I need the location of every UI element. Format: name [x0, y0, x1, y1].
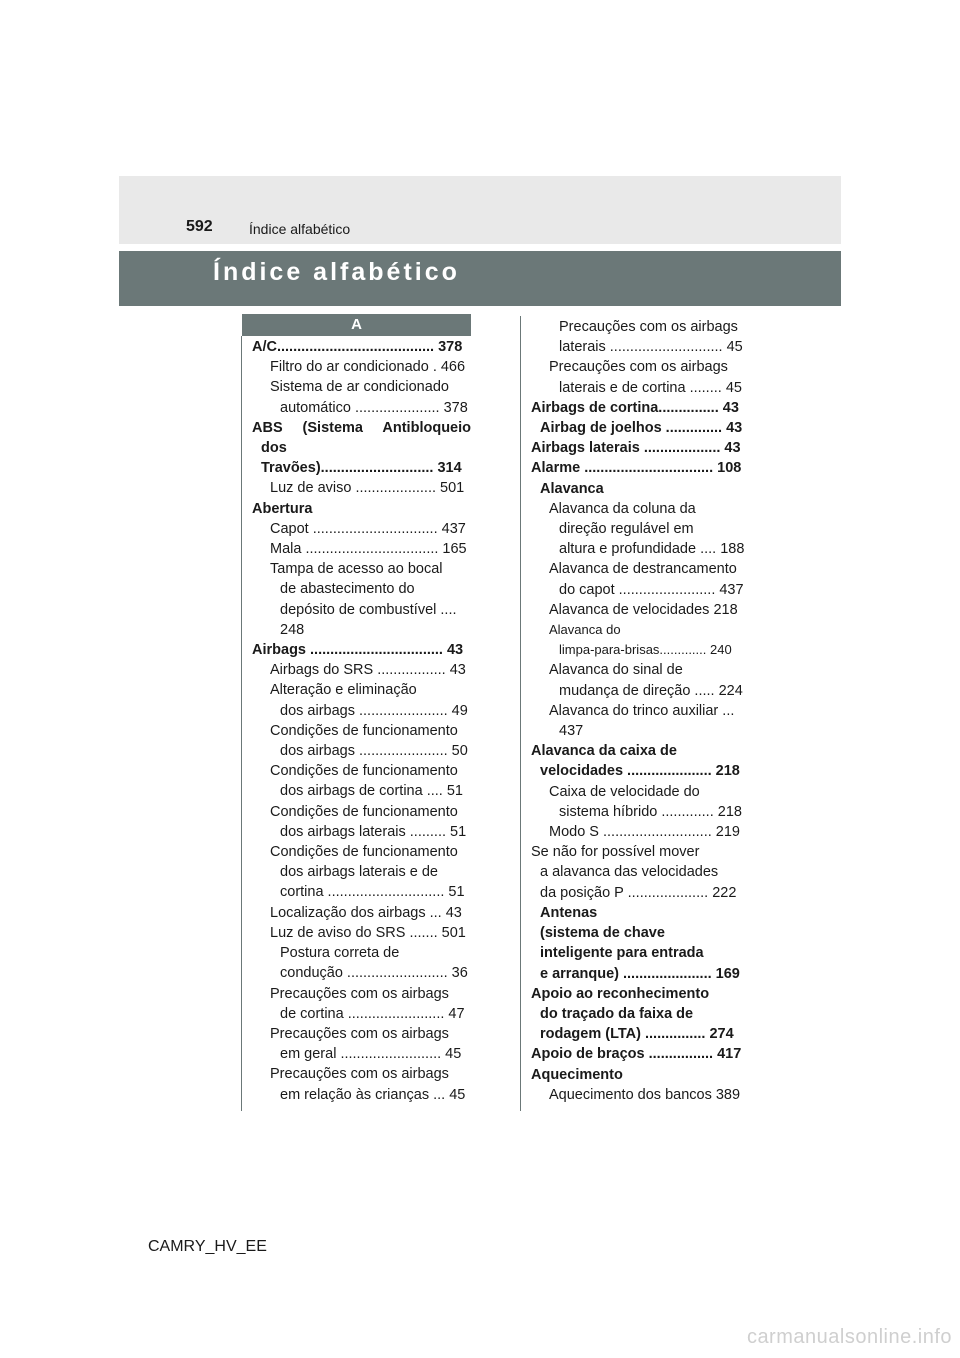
- index-entry: laterais e de cortina ........ 45: [559, 379, 742, 396]
- index-entry: velocidades ..................... 218: [540, 763, 740, 780]
- index-entry: de abastecimento do: [280, 581, 415, 598]
- left-column-rule: [241, 336, 242, 1111]
- index-entry: Airbags laterais ................... 43: [531, 440, 741, 457]
- index-entry: Apoio de braços ................ 417: [531, 1046, 742, 1063]
- index-entry: condução ......................... 36: [280, 965, 468, 982]
- index-entry: Condições de funcionamento: [270, 803, 458, 820]
- index-entry: Alavanca do sinal de: [549, 662, 683, 679]
- index-entry: cortina ............................. 51: [280, 884, 465, 901]
- index-entry: Airbags de cortina............... 43: [531, 399, 739, 416]
- index-entry: Alavanca da caixa de: [531, 743, 677, 760]
- index-entry: Aquecimento dos bancos 389: [549, 1086, 741, 1103]
- index-entry: 248: [280, 621, 305, 638]
- index-entry: Antenas: [540, 904, 598, 921]
- index-entry: Capot ............................... 437: [270, 520, 466, 537]
- index-entry: A/C....................................... 378: [252, 339, 463, 355]
- index-entry: Luz de aviso .................... 501: [270, 480, 465, 497]
- index-entry: Alavanca de destrancamento: [549, 561, 737, 578]
- index-entry: Precauções com os airbags: [270, 1066, 449, 1083]
- index-entry: dos airbags laterais e de: [280, 864, 438, 881]
- index-entry: Condições de funcionamento: [270, 844, 458, 861]
- index-entry: Alavanca de velocidades 218: [549, 601, 738, 618]
- section-letter-bar: A: [242, 314, 471, 336]
- index-entry: Condições de funcionamento: [270, 722, 458, 739]
- index-entry: Travões)............................ 314: [261, 460, 462, 477]
- index-entry: limpa-para-brisas............. 240: [559, 642, 732, 658]
- index-entry: do capot ........................ 437: [559, 581, 744, 598]
- index-entry: Apoio ao reconhecimento: [531, 985, 710, 1002]
- index-entry: Precauções com os airbags: [270, 985, 449, 1002]
- index-entry: dos airbags de cortina .... 51: [280, 783, 463, 800]
- index-entry: dos airbags ...................... 49: [280, 702, 468, 719]
- right-column-rule: [520, 316, 521, 1111]
- page-title: Índice alfabético: [213, 258, 460, 286]
- index-entry: Localização dos airbags ... 43: [270, 904, 462, 921]
- index-entry: Precauções com os airbags: [270, 1025, 449, 1042]
- index-entry: dos: [261, 440, 287, 457]
- index-entry: em geral ......................... 45: [280, 1046, 462, 1063]
- index-entry: Caixa de velocidade do: [549, 783, 700, 800]
- index-entry: Airbags do SRS ................. 43: [270, 662, 466, 679]
- page-number: 592: [186, 218, 213, 235]
- index-entry: em relação às crianças ... 45: [280, 1086, 466, 1103]
- index-entry: Alteração e eliminação: [270, 682, 417, 699]
- index-entry: Airbags ................................. 43: [252, 642, 464, 659]
- index-column-right: [531, 317, 750, 1105]
- document-code: CAMRY_HV_EE: [148, 1238, 267, 1255]
- running-title: Índice alfabético: [249, 221, 351, 237]
- index-entry: Alavanca: [540, 480, 604, 497]
- index-entry: Filtro do ar condicionado . 466: [270, 359, 466, 376]
- header-band: [119, 176, 841, 244]
- index-entry: Postura correta de: [280, 945, 400, 962]
- index-entry: Alavanca da coluna da: [549, 500, 696, 517]
- index-entry: Luz de aviso do SRS ....... 501: [270, 924, 466, 941]
- index-entry: rodagem (LTA) ............... 274: [540, 1026, 734, 1043]
- index-entry: Airbag de joelhos .............. 43: [540, 420, 743, 437]
- index-entry: ABS (Sistema Antibloqueio: [252, 419, 471, 436]
- index-entry: Sistema de ar condicionado: [270, 379, 449, 396]
- index-entry: (sistema de chave: [540, 925, 665, 942]
- index-entry: de cortina ........................ 47: [280, 1005, 465, 1022]
- index-entry: Mala ................................. 165: [270, 541, 467, 558]
- index-entry: Abertura: [252, 500, 313, 517]
- index-entry: altura e profundidade .... 188: [559, 541, 745, 558]
- index-entry: Precauções com os airbags: [559, 319, 738, 335]
- index-entry: dos airbags ...................... 50: [280, 743, 468, 760]
- index-entry: depósito de combustível ....: [280, 601, 457, 618]
- index-entry: Condições de funcionamento: [270, 763, 458, 780]
- index-entry: Alavanca do: [549, 622, 621, 638]
- index-entry: 437: [559, 723, 584, 740]
- index-entry: inteligente para entrada: [540, 945, 704, 962]
- index-entry: mudança de direção ..... 224: [559, 682, 743, 699]
- index-column-left: [252, 337, 471, 1105]
- index-entry: laterais ............................ 45: [559, 339, 743, 356]
- index-entry: direção regulável em: [559, 521, 694, 538]
- index-entry: Aquecimento: [531, 1066, 623, 1083]
- index-entry: do traçado da faixa de: [540, 1005, 694, 1022]
- index-entry: a alavanca das velocidades: [540, 864, 719, 881]
- index-entry: sistema híbrido ............. 218: [559, 803, 742, 820]
- index-entry: Se não for possível mover: [531, 844, 700, 861]
- index-entry: Precauções com os airbags: [549, 359, 728, 376]
- index-entry: dos airbags laterais ......... 51: [280, 823, 467, 840]
- index-entry: automático ..................... 378: [280, 399, 468, 416]
- index-entry: Modo S ........................... 219: [549, 824, 740, 841]
- index-entry: Tampa de acesso ao bocal: [270, 561, 443, 578]
- index-entry: Alarme ................................ 108: [531, 460, 742, 477]
- index-entry: Alavanca do trinco auxiliar ...: [549, 702, 735, 719]
- index-entry: e arranque) ...................... 169: [540, 965, 740, 982]
- index-entry: da posição P .................... 222: [540, 884, 737, 901]
- watermark: carmanualsonline.info: [746, 1326, 952, 1348]
